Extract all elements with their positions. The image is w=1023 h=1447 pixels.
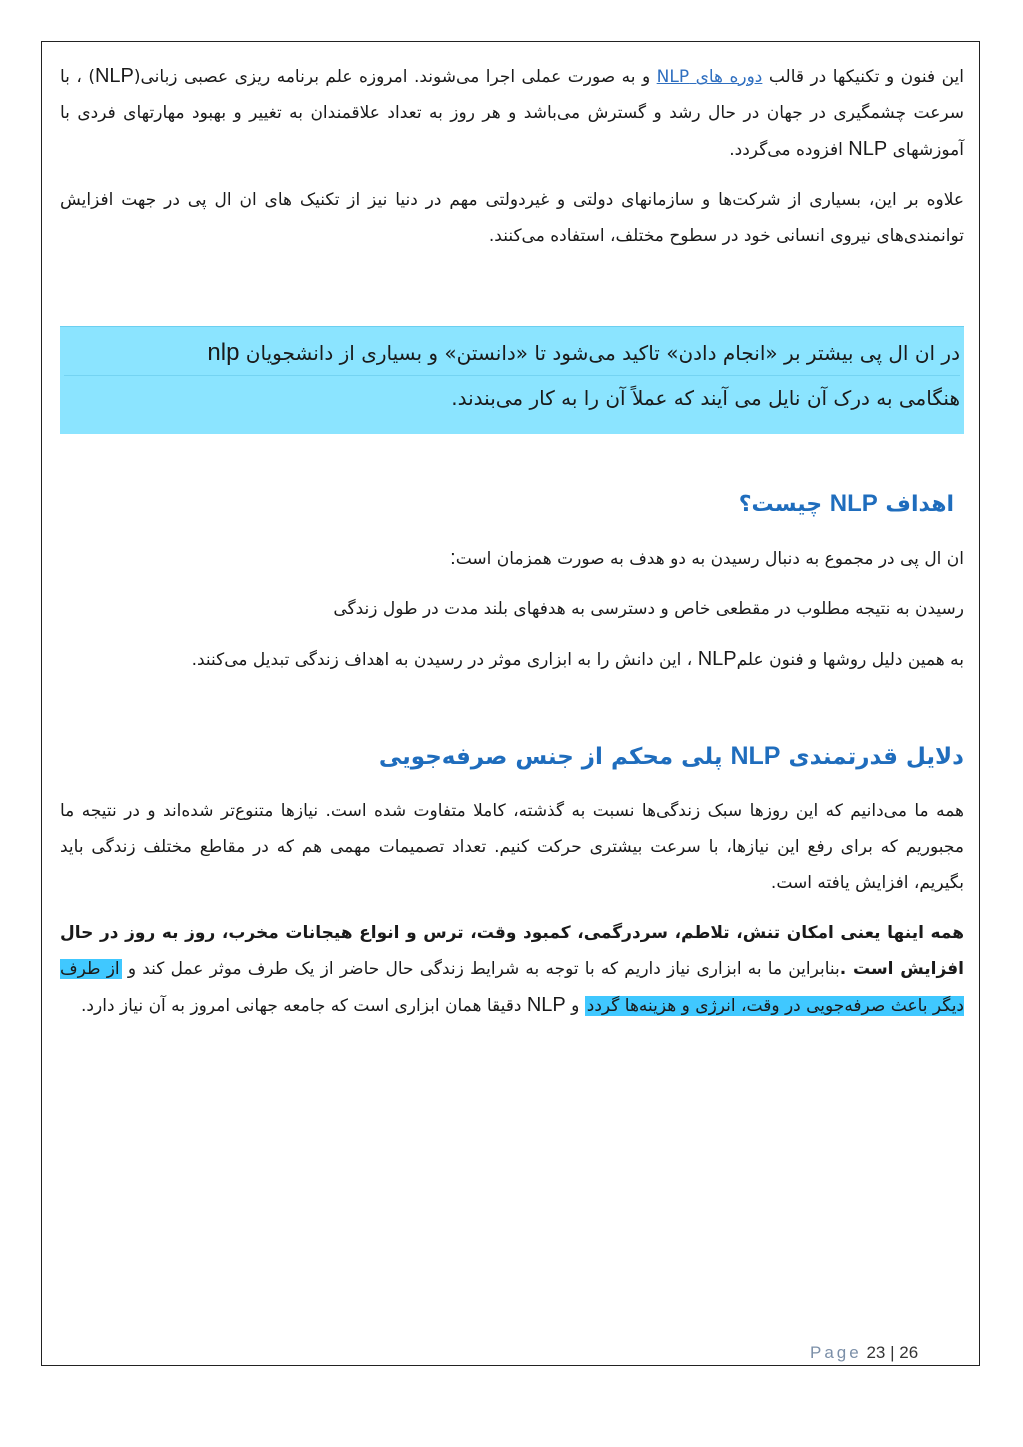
total-pages: 26 (899, 1343, 919, 1362)
highlight-callout (60, 326, 964, 434)
bold-statement: همه اینها یعنی امکان تنش، تلاطم، سردرگمی، کمبود وقت، ترس و انواع هیجانات مخرب، روز به روز در حال افزایش است . (60, 923, 964, 979)
callout-line-2: هنگامی به درک آن نایل می آیند که عملاً آن را به کار می‌بندند. (64, 375, 960, 420)
nlp-term: NLP (848, 138, 888, 160)
goals-heading: اهداف NLP چیست؟ (738, 490, 954, 517)
nlp-term: nlp (207, 339, 240, 366)
page-separator: | (890, 1343, 895, 1362)
nlp-term: NLP (94, 65, 134, 87)
highlighted-text: از طرف دیگر باعث صرفه‌جویی در وقت، انرژی و هزینه‌ها گردد (60, 959, 964, 1016)
organizations-paragraph: علاوه بر این، بسیاری از شرکت‌ها و سازمانهای دولتی و غیردولتی مهم در دنیا نیز از تکنیک های ان ال پی در جهت افزایش توانمندی‌های نیروی انسانی خود در سطوح مختلف، استفاده می‌کنند. (60, 190, 964, 246)
current-page: 23 (866, 1343, 886, 1362)
nlp-courses-link[interactable]: دوره های NLP (656, 67, 763, 87)
reasons-paragraph-1: همه ما می‌دانیم که این روزها سبک زندگی‌ها نسبت به گذشته، کاملا متفاوت شده است. نیازها متنوع‌تر شده‌اند و در نتیجه ما مجبوریم که برای رفع این نیازها، با سرعت بیشتری حرکت کنیم. تعداد تصمیمات مهمی هم که در مقاطع مختلف زندگی باید بگیریم، افزایش یافته است. (60, 801, 964, 893)
intro-paragraph (60, 58, 964, 168)
document-body (60, 58, 964, 1024)
goals-item-1: رسیدن به نتیجه مطلوب در مقطعی خاص و دسترسی به هدفهای بلند مدت در طول زندگی (333, 599, 964, 619)
text-run: افزوده می‌گردد. (729, 140, 849, 160)
page-number-footer (810, 1343, 918, 1363)
reasons-heading: دلایل قدرتمندی NLP پلی محکم از جنس صرفه‌جویی (378, 742, 964, 770)
reasons-paragraph-2: همه اینها یعنی امکان تنش، تلاطم، سردرگمی، کمبود وقت، ترس و انواع هیجانات مخرب، روز به روز در حال افزایش است .بنابراین ما به ابزاری نیاز داریم که با توجه به شرایط زندگی حال حاضر از یک طرف موثر عمل کند و از طرف دیگر باعث صرفه‌جویی در وقت، انرژی و هزینه‌ها گردد و NLP دقیقا همان ابزاری است که جامعه جهانی امروز به آن نیاز دارد. (60, 923, 964, 1016)
goals-intro: ان ال پی در مجموع به دنبال رسیدن به دو هدف به صورت همزمان است: (450, 547, 964, 569)
callout-line-1: در ان ال پی بیشتر بر «انجام دادن» تاکید می‌شود تا «دانستن» و بسیاری از دانشجویان nlp (207, 339, 960, 366)
goals-item-2: به همین دلیل روشها و فنون علمNLP ، این دانش را به ابزاری موثر در رسیدن به اهداف زندگی تبدیل می‌کنند. (191, 648, 964, 670)
text-run: ) ، با سرعت چشمگیری در جهان در حال رشد و گسترش می‌باشد و هر روز به تعداد علاقمندان به تغییر و بهبود مهارتهای فردی با آموزشهای (60, 67, 964, 160)
text-run: این فنون و تکنیکها در قالب (762, 67, 964, 87)
page-label: Page (810, 1343, 862, 1362)
text-run: و به صورت عملی اجرا می‌شوند. امروزه علم برنامه ریزی عصبی زبانی( (133, 67, 657, 87)
